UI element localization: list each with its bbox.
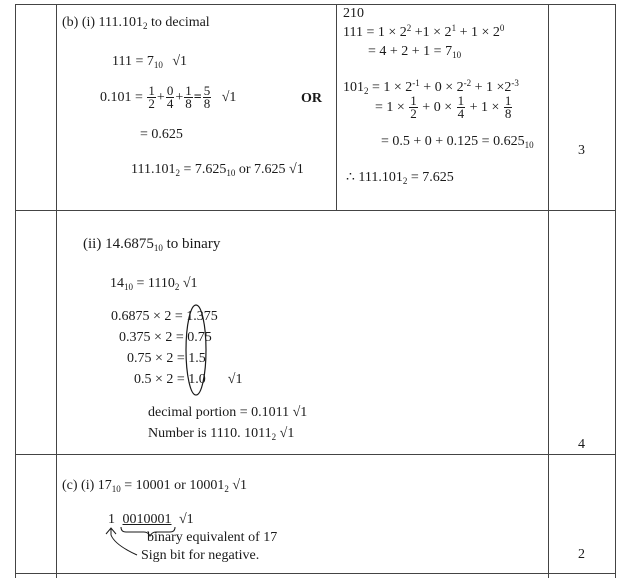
b-ii-row-3: 0.75 × 2 = 1.5 bbox=[127, 351, 206, 366]
b-ii-heading: (ii) $14.6875_{10}$ to binary bbox=[83, 236, 221, 253]
b-i-line-0625: = 0.625 bbox=[140, 127, 183, 142]
alt-line-therefore: ∴ $111.101_2 = 7.625$ bbox=[346, 170, 454, 186]
b-ii-row-4: 0.5 × 2 = 1.0 √1 bbox=[134, 372, 243, 387]
b-i-line-111: $111 = 7_{10}$ √1 bbox=[112, 54, 188, 70]
c-i-bits: 1 0010001 √1 bbox=[108, 512, 194, 527]
marks-c-i: 2 bbox=[578, 547, 585, 562]
alt-top-label: 210 bbox=[343, 6, 364, 21]
alt-line-decimal: = $0.5 + 0 + 0.125 = 0.625_{10}$ bbox=[381, 134, 534, 150]
b-i-line-result: $111.101_2 = 7.625_{10}$ or 7.625 √1 bbox=[131, 162, 304, 178]
b-ii-line-14: $14_{10} = 1110_2$ √1 bbox=[110, 276, 198, 292]
alt-line-101: $101_2 = 1 \times 2^{-1} + 0 \times 2^{-2} + 1 \times 2^{-3}$ bbox=[343, 78, 519, 96]
c-i-note-binary: binary equivalent of 17 bbox=[147, 530, 278, 545]
c-i-heading: (c) (i) $17_{10} = 10001$ or $10001_2$ √1 bbox=[62, 478, 248, 494]
underbrace bbox=[121, 527, 175, 536]
marks-b-ii: 4 bbox=[578, 437, 585, 452]
or-label: OR bbox=[301, 91, 322, 106]
b-ii-decimal-portion: decimal portion = 0.1011 √1 bbox=[148, 405, 308, 420]
b-i-heading: (b) (i) $111.101_2$ to decimal bbox=[62, 15, 210, 31]
b-i-line-fraction: 0.101 = $\frac{1}{2}$ + $\frac{0}{4}$ + $\frac{1}{8}$ = $\frac{5}{8}$ √1 bbox=[100, 83, 237, 112]
alt-line-111: $111 = 1 \times 2^2 +1 \times 2^1 + 1 \times 2^0$ bbox=[343, 23, 505, 40]
alt-line-sum: = $4 + 2 + 1 = 7_{10}$ bbox=[368, 44, 462, 60]
alt-line-fractions: = 1 × $\frac{1}{2}$ + 0 × $\frac{1}{4}$ + 1 × $\frac{1}{8}$ bbox=[375, 93, 512, 122]
fraction-5-8: $\frac{5}{8}$ bbox=[203, 83, 211, 112]
column-ellipse bbox=[186, 305, 206, 395]
fraction-0-4: $\frac{0}{4}$ bbox=[166, 83, 174, 112]
c-i-note-sign: Sign bit for negative. bbox=[141, 548, 260, 563]
marks-b-i: 3 bbox=[578, 143, 585, 158]
fraction-1-8: $\frac{1}{8}$ bbox=[185, 83, 192, 112]
fraction-1-2: $\frac{1}{2}$ bbox=[148, 83, 155, 112]
b-ii-row-2: 0.375 × 2 = 0.75 bbox=[119, 330, 212, 345]
b-ii-row-1: 0.6875 × 2 = 1.375 bbox=[111, 309, 218, 324]
b-ii-number: Number is 1110. $1011_2$ √1 bbox=[148, 426, 295, 442]
